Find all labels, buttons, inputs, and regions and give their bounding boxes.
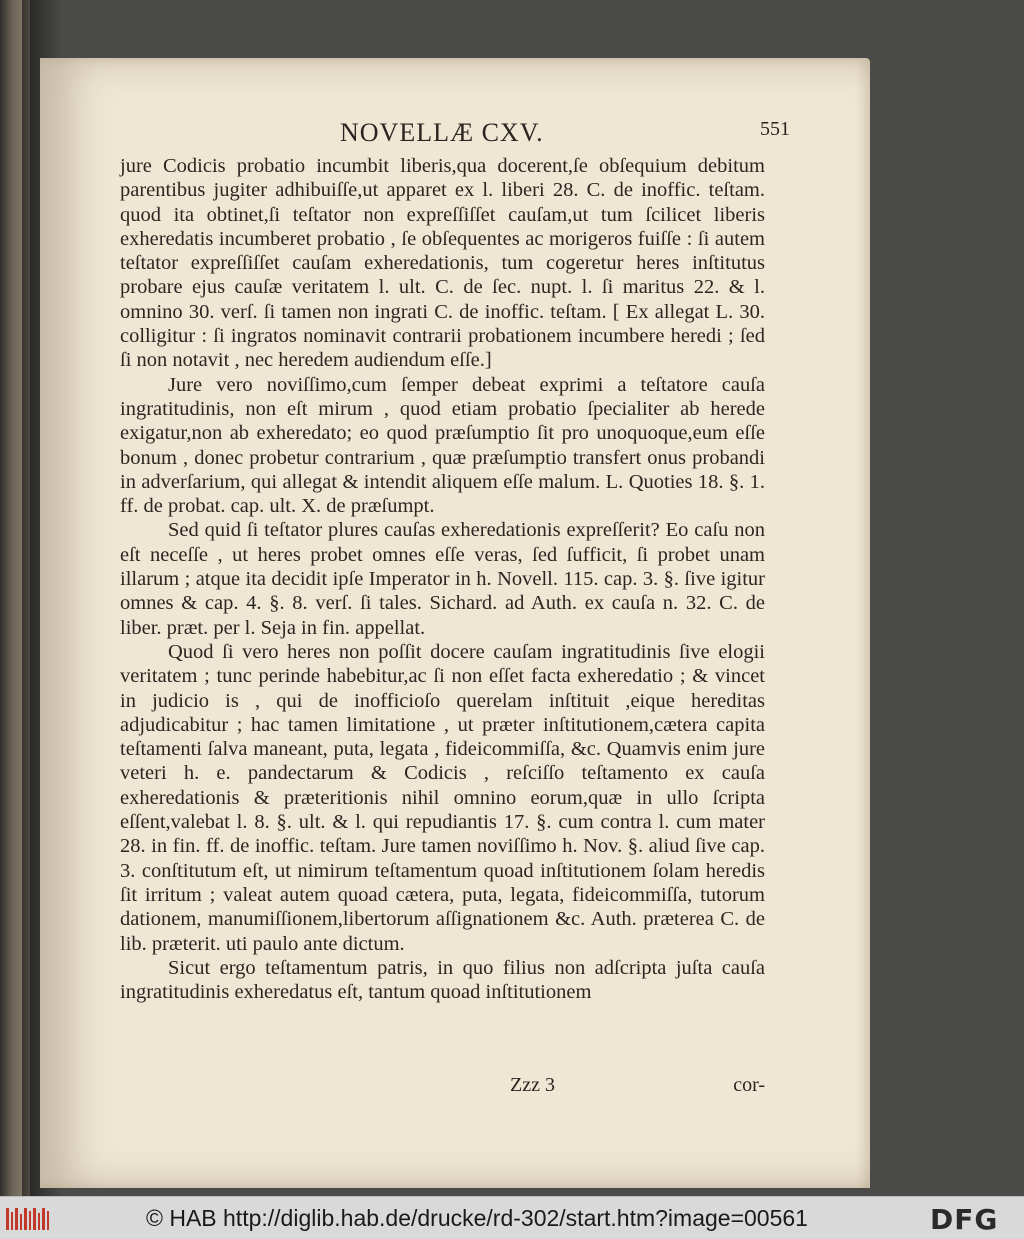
running-title: NOVELLÆ CXV. <box>340 118 544 147</box>
signature-mark: Zzz 3 <box>510 1074 555 1096</box>
book-page <box>40 58 870 1188</box>
hab-barcode-logo-icon <box>6 1206 50 1232</box>
paragraph: Quod ſi vero heres non poſſit docere cauſam ingratitudinis ſive elogii veritatem ; tunc perinde habebitur,ac ſi non eſſet facta exheredatio ; & vincet in judicio is , qui de inofficioſo querelam inſtituit ,eique hereditas adjudicabitur ; hac tamen limitatione , ut præter inſtitutionem,cætera capita teſtamenti ſalva maneant, puta, legata , fideicommiſſa, &c. Quamvis enim jure veteri h. e. pandectarum & Codicis , reſciſſo teſtamento ex cauſa exheredationis & præteritionis nihil omnino eorum,quæ in ullo ſcripta eſſent,valebat l. 8. §. ult. & l. qui repudiantis 17. §. cum contra l. cum mater 28. in fin. ff. de inoffic. teſtam. Jure tamen noviſſimo h. Nov. §. aliud ſive cap. 3. conſtitutum eſt, ut nimirum teſtamentum quoad inſtitutionem ſolam heredis ſit irritum ; valeat autem quoad cætera, puta, legata, fideicommiſſa, tutorum dationem, manumiſſionem,libertorum aſſignationem &c. Auth. præterea C. de lib. præterit. uti paulo ante dictum. <box>120 640 765 955</box>
dfg-logo: DFG <box>930 1203 999 1236</box>
footer-bar <box>0 1196 1024 1239</box>
running-head <box>310 118 790 150</box>
paragraph: Sed quid ſi teſtator plures cauſas exheredationis expreſſerit? Eo caſu non eſt neceſſe , ut heres probet omnes eſſe veras, ſed ſufficit, ſi probet unam illarum ; atque ita decidit ipſe Imperator in h. Novell. 115. cap. 3. §. ſive igitur omnes & cap. 4. §. 8. verſ. ſi tales. Sichard. ad Auth. ex cauſa n. 32. C. de liber. præt. per l. Seja in fin. appellat. <box>120 519 765 639</box>
paragraph: jure Codicis probatio incumbit liberis,qua docerent,ſe obſequium debitum parentibus jugiter adhibuiſſe,ut apparet ex l. liberi 28. C. de inoffic. teſtam. quod ita obtinet,ſi teſtator non expreſſiſſet cauſam,ut tum ſcilicet liberis exheredatis incumberet probatio , ſe obſequentes ac morigeros fuiſſe : ſi autem teſtator expreſſiſſet cauſam exheredationis, tum cogeretur heres inſtitutus probare ejus cauſæ veritatem l. ult. C. de ſec. nupt. l. ſi maritus 22. & l. omnino 30. verſ. ſi tamen non ingrati C. de inoffic. teſtam. [ Ex allegat L. 30. colligitur : ſi ingratos nominavit contrarii probationem incumbere heredi ; ſed ſi non notavit , nec heredem audiendum eſſe.] <box>120 155 765 372</box>
catchword: cor- <box>733 1074 765 1096</box>
paragraph: Jure vero noviſſimo,cum ſemper debeat exprimi a teſtatore cauſa ingratitudinis, non eſt mirum , quod etiam probatio ſpecialiter ab herede exigatur,non ab exheredato; eo quod præſumptio ſit pro unoquoque,eum eſſe bonum , donec probetur contrarium , quæ præſumptio transfert onus probandi in adverſarium, qui allegat & intendit aliquem eſſe malum. L. Quoties 18. §. 1. ff. de probat. cap. ult. X. de præſumpt. <box>120 373 765 518</box>
paragraph: Sicut ergo teſtamentum patris, in quo filius non adſcripta juſta cauſa ingratitudinis exheredatus eſt, tantum quoad inſtitutionem <box>120 956 765 1004</box>
page-number: 551 <box>760 118 790 140</box>
page-foot <box>120 1074 765 1102</box>
copyright-link[interactable]: © HAB http://diglib.hab.de/drucke/rd-302/start.htm?image=00561 <box>146 1205 808 1231</box>
text-body <box>120 154 765 1004</box>
